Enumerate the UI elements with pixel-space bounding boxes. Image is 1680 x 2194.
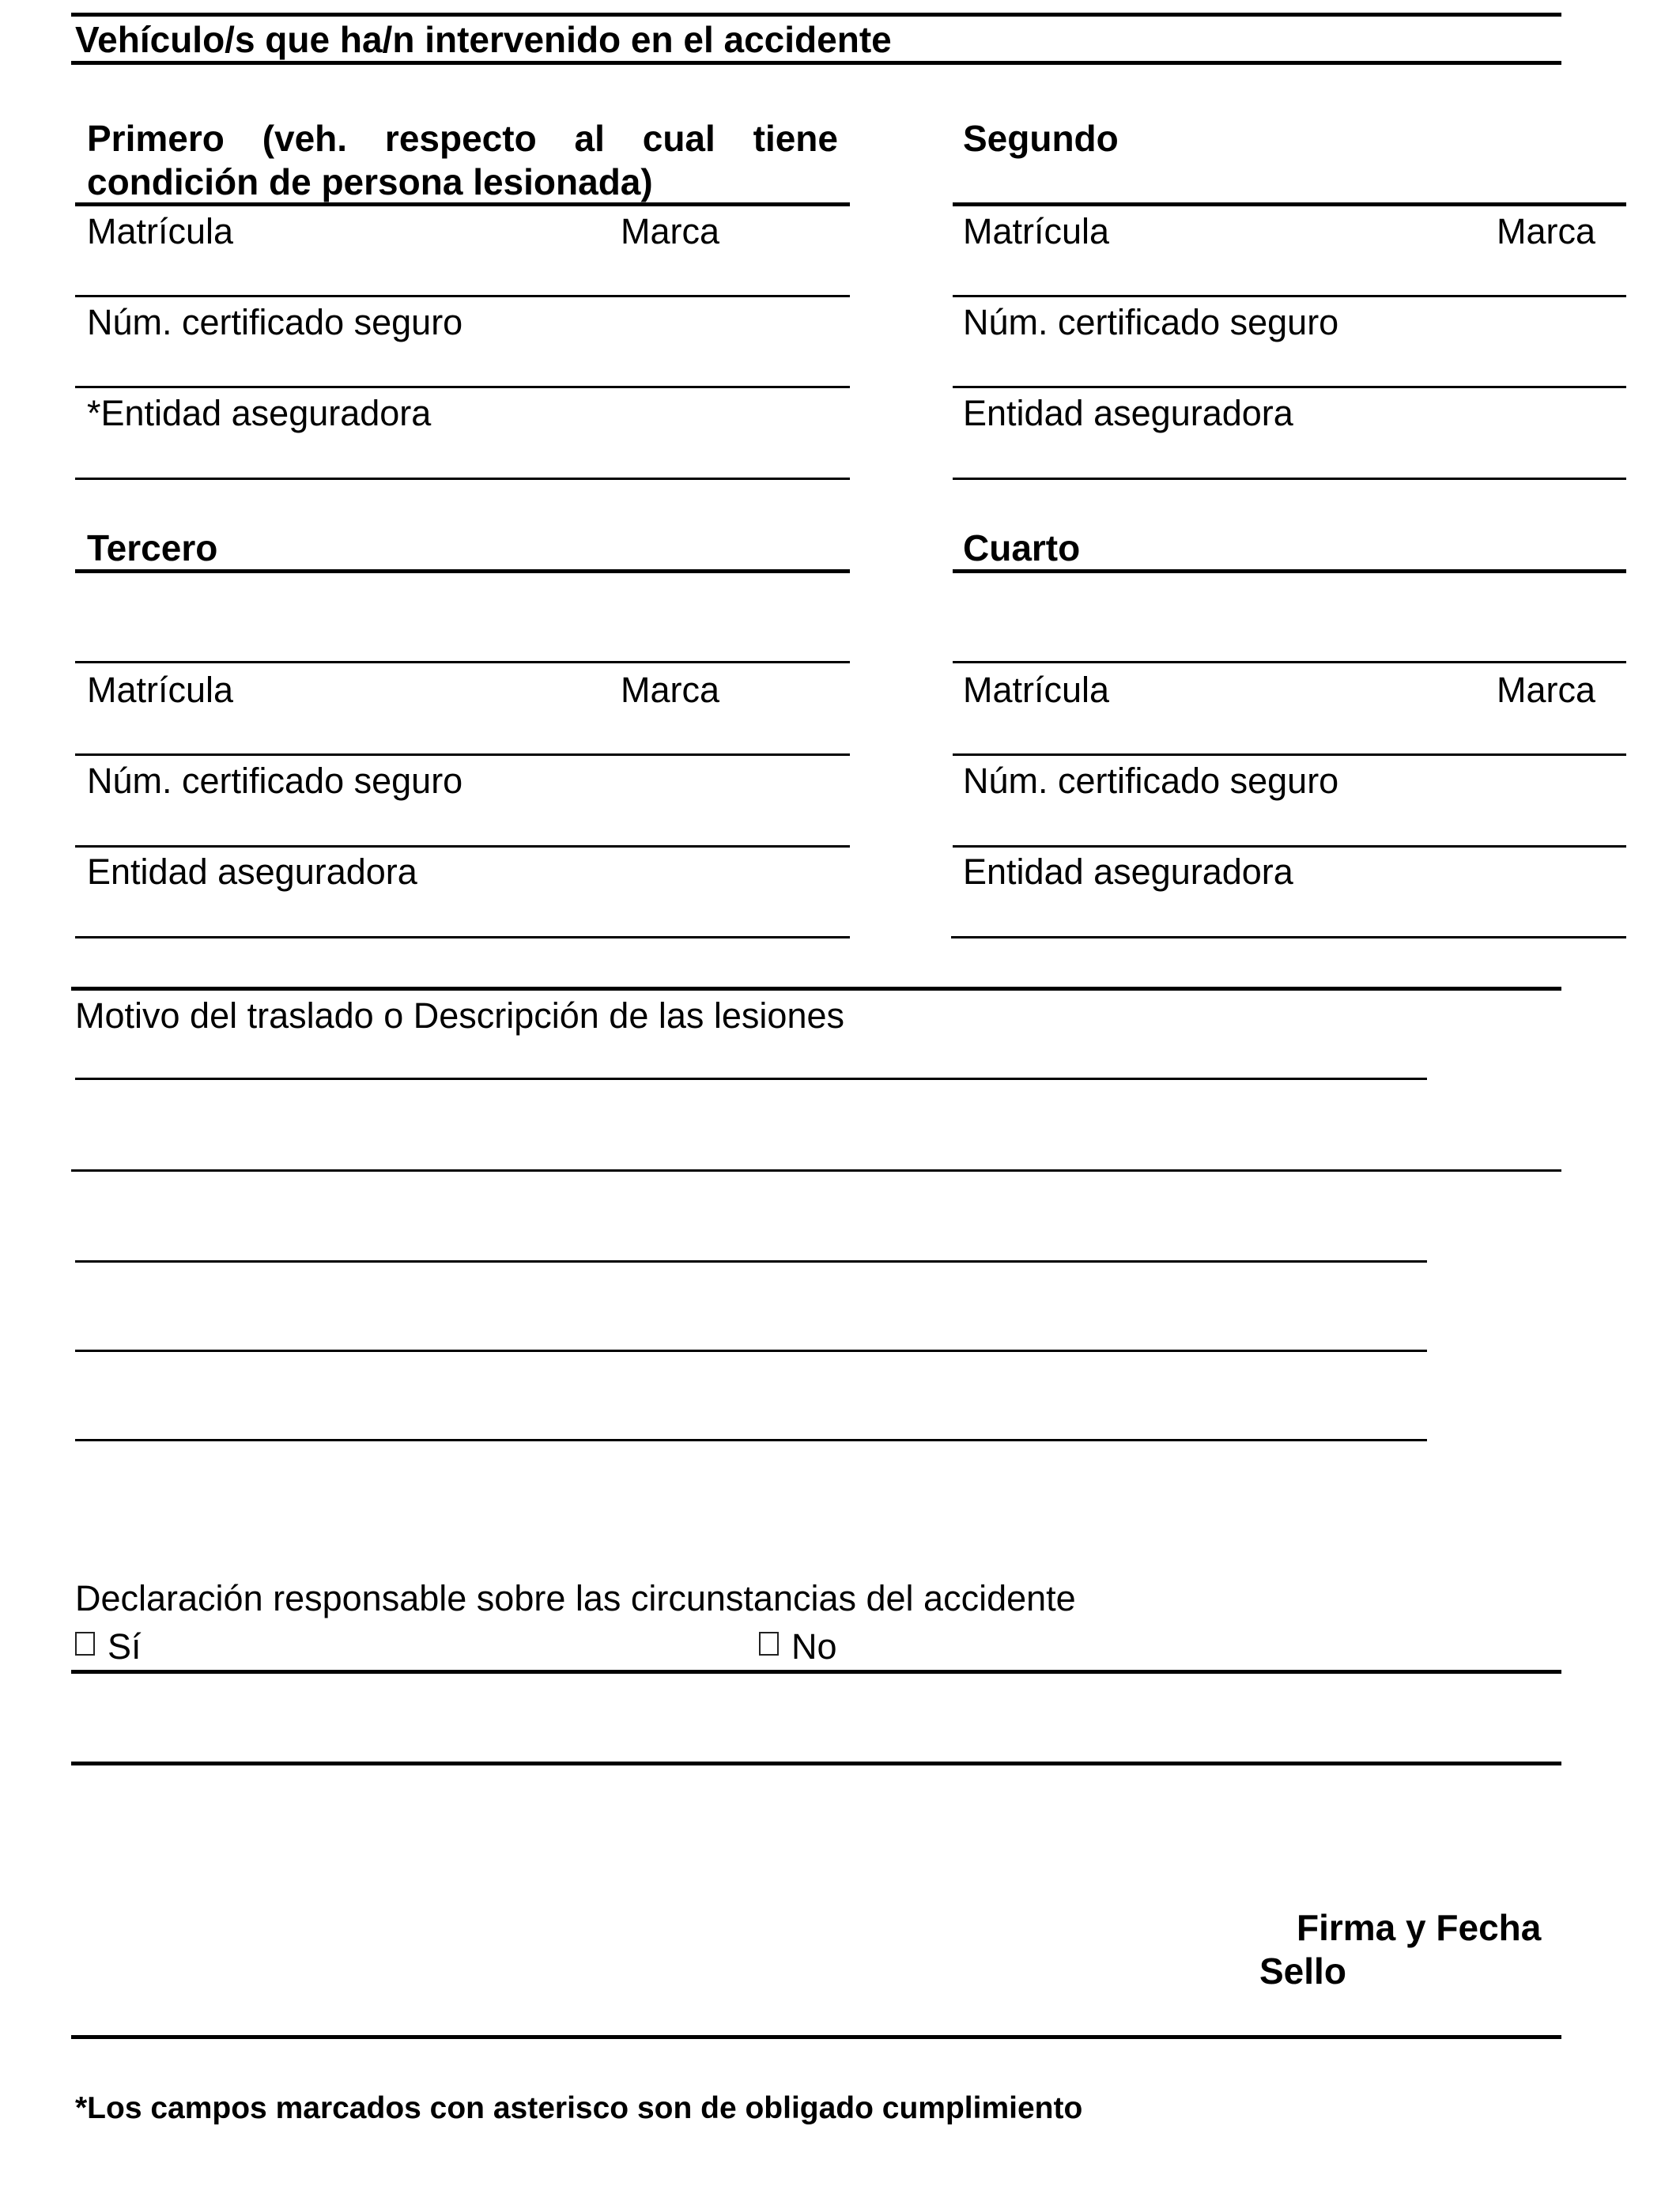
cuarto-certificado-label: Núm. certificado seguro (963, 761, 1339, 801)
section-title: Vehículo/s que ha/n intervenido en el accidente (75, 19, 892, 60)
declaracion-blank-rule (71, 1762, 1561, 1765)
declaracion-rule (71, 1670, 1561, 1674)
motivo-top-rule (71, 987, 1561, 991)
cuarto-entidad-field[interactable] (951, 936, 1626, 938)
tercero-marca-label: Marca (621, 670, 720, 710)
motivo-line-1[interactable] (75, 1078, 1427, 1080)
segundo-matricula-field[interactable] (953, 295, 1626, 297)
declaracion-label: Declaración responsable sobre las circunstancias del accidente (75, 1578, 1076, 1618)
no-checkbox[interactable] (759, 1632, 779, 1656)
tercero-entidad-label: Entidad aseguradora (87, 852, 417, 892)
motivo-line-3[interactable] (75, 1260, 1427, 1263)
tercero-certificado-field[interactable] (75, 845, 850, 848)
footnote: *Los campos marcados con asterisco son de obligado cumplimiento (75, 2091, 1083, 2125)
motivo-line-4[interactable] (75, 1350, 1427, 1352)
cuarto-entidad-label: Entidad aseguradora (963, 852, 1293, 892)
primero-title-rule (75, 202, 850, 206)
si-label: Sí (108, 1626, 142, 1667)
tercero-blank-rule (75, 661, 850, 663)
cuarto-matricula-field[interactable] (953, 753, 1626, 756)
cuarto-blank-rule (953, 661, 1626, 663)
cuarto-title: Cuarto (963, 527, 1081, 568)
tercero-entidad-field[interactable] (75, 936, 850, 938)
primero-certificado-field[interactable] (75, 386, 850, 388)
tercero-title-rule (75, 569, 850, 573)
segundo-entidad-label: Entidad aseguradora (963, 393, 1293, 433)
segundo-certificado-field[interactable] (953, 386, 1626, 388)
si-checkbox[interactable] (75, 1632, 95, 1656)
segundo-matricula-label: Matrícula (963, 211, 1110, 251)
cuarto-marca-label: Marca (1497, 670, 1596, 710)
motivo-line-2[interactable] (71, 1169, 1561, 1172)
motivo-label: Motivo del traslado o Descripción de las lesiones (75, 995, 844, 1036)
primero-matricula-label: Matrícula (87, 211, 234, 251)
primero-entidad-label: *Entidad aseguradora (87, 393, 432, 433)
cuarto-certificado-field[interactable] (953, 845, 1626, 848)
primero-entidad-field[interactable] (75, 478, 850, 480)
primero-marca-label: Marca (621, 211, 720, 251)
segundo-title: Segundo (963, 118, 1119, 159)
segundo-title-rule (953, 202, 1626, 206)
tercero-certificado-label: Núm. certificado seguro (87, 761, 463, 801)
tercero-matricula-label: Matrícula (87, 670, 234, 710)
sello-label: Sello (1259, 1950, 1346, 1992)
segundo-marca-label: Marca (1497, 211, 1596, 251)
segundo-certificado-label: Núm. certificado seguro (963, 302, 1339, 342)
no-label: No (791, 1626, 837, 1667)
segundo-entidad-field[interactable] (953, 478, 1626, 480)
header-bottom-rule (71, 61, 1561, 65)
motivo-line-5[interactable] (75, 1439, 1427, 1441)
header-top-rule (71, 13, 1561, 17)
primero-matricula-field[interactable] (75, 295, 850, 297)
firma-fecha-label: Firma y Fecha (1297, 1907, 1542, 1948)
cuarto-title-rule (953, 569, 1626, 573)
primero-certificado-label: Núm. certificado seguro (87, 302, 463, 342)
tercero-title: Tercero (87, 527, 218, 568)
signature-rule[interactable] (71, 2035, 1561, 2039)
primero-title-line1: Primero (veh. respecto al cual tiene (87, 118, 838, 159)
cuarto-matricula-label: Matrícula (963, 670, 1110, 710)
tercero-matricula-field[interactable] (75, 753, 850, 756)
primero-title-line2: condición de persona lesionada) (87, 161, 653, 202)
